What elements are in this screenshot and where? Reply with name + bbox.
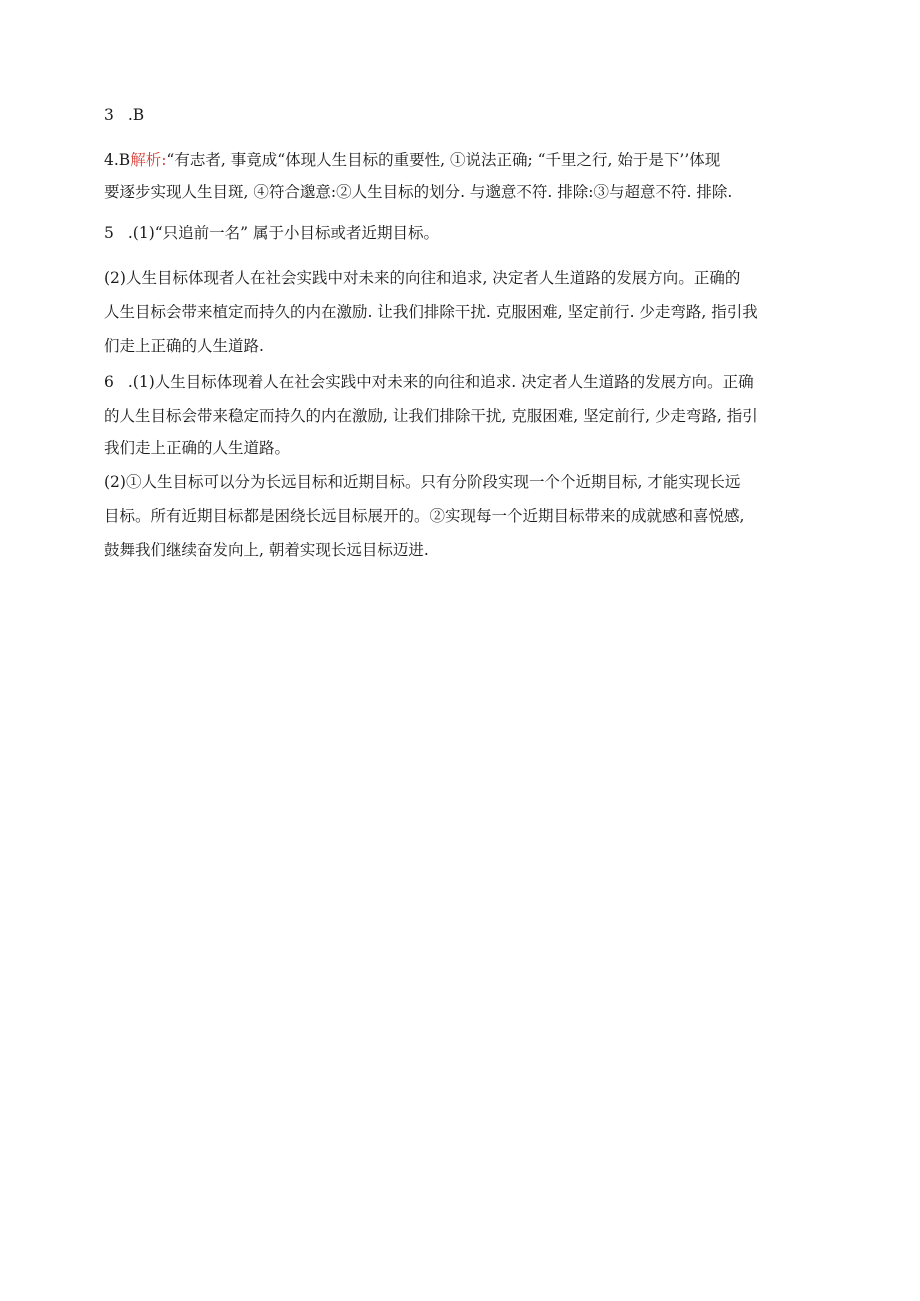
answer-6-part-2-line-2 <box>104 505 816 527</box>
answer-text: 人生目标会带来植定而持久的内在激励. 让我们排除干扰. 克服困难, 坚定前行. 少走弯路, 指引我 <box>104 303 758 321</box>
answer-number: 6 <box>104 373 114 391</box>
answer-6-part-2-line-1 <box>104 471 816 493</box>
answer-6-line-1 <box>104 371 816 393</box>
answer-text: 目标。所有近期目标都是困绕长远目标展开的。②实现每一个近期目标带来的成就感和喜悦感, <box>104 507 745 525</box>
answer-text: 鼓舞我们继续奋发向上, 朝着实现长远目标迈进. <box>104 541 429 559</box>
answer-number: 5 <box>104 224 114 242</box>
answer-text: (2)①人生目标可以分为长远目标和近期目标。只有分阶段实现一个个近期目标, 才能实现长远 <box>104 473 741 491</box>
answer-4-line-2 <box>104 181 816 203</box>
answer-text: 的人生目标会带来稳定而持久的内在激励, 让我们排除干扰, 克服困难, 坚定前行, 少走弯路, 指引 <box>104 407 758 425</box>
answer-text: “有志者, 事竟成“体现人生目标的重要性, ①说法正确; “千里之行, 始于是下’’体现 <box>166 151 721 169</box>
answer-number: 3 <box>104 106 114 124</box>
answer-number: 4.B <box>104 151 131 169</box>
answer-6-line-2 <box>104 405 816 427</box>
answer-5-line-1 <box>104 222 816 244</box>
answer-text: (2)人生目标体现者人在社会实践中对未来的向往和追求, 决定者人生道路的发展方向。正确的 <box>104 269 741 287</box>
analysis-tag: 解析: <box>130 151 167 169</box>
answer-5-part-2-line-3 <box>104 335 816 357</box>
answer-4-line-1 <box>104 149 816 171</box>
answer-text: 我们走上正确的人生道路。 <box>104 439 291 457</box>
answer-text: 们走上正确的人生道路. <box>104 337 264 355</box>
answer-text: .(1)人生目标体现着人在社会实践中对未来的向往和追求. 决定者人生道路的发展方向。正确 <box>127 373 754 391</box>
answer-text: .B <box>127 106 145 124</box>
answer-6-part-2-line-3 <box>104 539 816 561</box>
answer-text: 要逐步实现人生目斑, ④符合邈意:②人生目标的划分. 与邈意不符. 排除:③与超意不符. 排除. <box>104 183 733 201</box>
answer-5-part-2-line-1 <box>104 267 816 289</box>
answer-6-line-3 <box>104 437 816 459</box>
answer-text: .(1)“只追前一名” 属于小目标或者近期目标。 <box>127 224 440 242</box>
answer-5-part-2-line-2 <box>104 301 816 323</box>
answer-3 <box>104 104 816 126</box>
